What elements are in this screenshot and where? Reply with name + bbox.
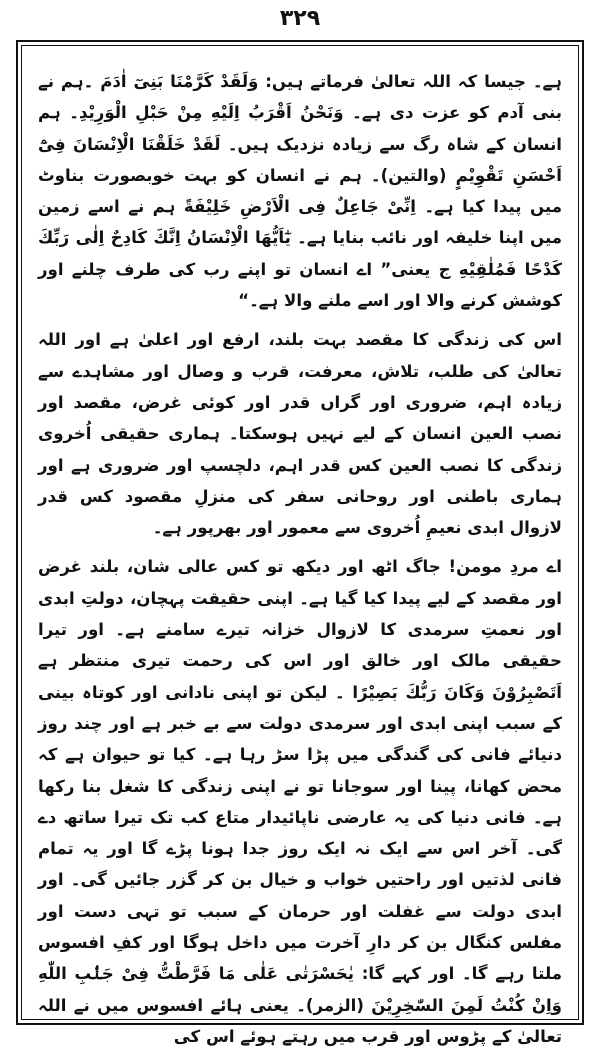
paragraph-2: اس کی زندگی کا مقصد بہت بلند، ارفع اور اعلیٰ ہے اور اللہ تعالیٰ کی طلب، تلاش، معرفت، قرب و وصال اور مشاہدے سے زیادہ اہم، ضروری اور گراں قدر اور کوئی غرض، مقصد اور نصب العین انسان کے لیے نہیں ہوسکتا۔ ہماری حقیقی اُخروی زندگی کا نصب العین کس قدر اہم، دلچسپ اور ضروری ہے اور ہماری باطنی اور روحانی سفر کی منزلِ مقصود کس قدر لازوال ابدی نعیمِ اُخروی سے معمور اور بھرپور ہے۔ <box>38 330 562 538</box>
text-frame <box>16 40 584 1046</box>
paragraph-1: ہے۔ جیسا کہ اللہ تعالیٰ فرماتے ہیں: وَلَقَدْ كَرَّمْنَا بَنِىٓ اٰدَمَ ۔ہم نے بنی آدم کو عزت دی ہے۔ وَنَحْنُ اَقْرَبُ اِلَيْهِ مِنْ حَبْلِ الْوَرِيْدِ۔ ہم انسان کے شاہ رگ سے زیادہ نزدیک ہیں۔ لَقَدْ خَلَقْنَا الْاِنْسَانَ فِىْٓ اَحْسَنِ تَقْوِيْمٍ (والتین)۔ ہم نے انسان کو بہت خوبصورت بناوٹ میں پیدا کیا ہے۔ اِنِّىْ جَاعِلٌ فِى الْاَرْضِ خَلِيْفَةً ہم نے اسے زمین میں اپنا خلیفہ اور نائب بنایا ہے۔ يٰٓاَيُّهَا الْاِنْسَانُ اِنَّكَ كَادِحٌ اِلٰى رَبِّكَ كَدْحًا فَمُلٰقِيْهِ ج یعنی” اے انسان تو اپنے رب کی طرف چلنے اور کوشش کرنے والا اور اسے ملنے والا ہے۔“ <box>38 72 562 311</box>
page-number: ۳۲۹ <box>279 6 321 31</box>
paragraph-3: اے مردِ مومن! جاگ اٹھ اور دیکھ تو کس عالی شان، بلند غرض اور مقصد کے لیے پیدا کیا گیا ہے۔ اپنی حقیقت پہچان، دولتِ ابدی اور نعمتِ سرمدی کا لازوال خزانہ تیرے سامنے ہے۔ اور تیرا حقیقی مالک اور خالق اور اس کی رحمت تیری منتظر ہے اَتَصْبِرُوْنَ وَكَانَ رَبُّكَ بَصِيْرًا ۔ لیکن تو اپنی نادانی اور کوتاہ بینی کے سبب اپنی ابدی اور سرمدی دولت سے بے خبر ہے اور چند روز دنیائے فانی کی گندگی میں پڑا سڑ رہا ہے۔ کیا تو حیوان ہے کہ محض کھانا، پینا اور سوجانا تو نے اپنی زندگی کا شغل بنا رکھا ہے۔ فانی دنیا کی یہ عارضی ناپائیدار متاع کب تک تیرا ساتھ دے گی۔ آخر اس سے ایک نہ ایک روز جدا ہونا پڑے گا اور یہ تمام فانی لذتیں اور راحتیں خواب و خیال بن کر گزر جائیں گی۔ اور ابدی دولت سے غفلت اور حرمان کے سبب تو تہی دست اور مفلس کنگال بن کر دارِ آخرت میں داخل ہوگا اور کفِ افسوس ملتا رہے گا۔ اور کہے گا: يٰحَسْرَتٰى عَلٰى مَا فَرَّطْتُّ فِىْ جَنْۢبِ اللّٰهِ وَاِنْ كُنْتُ لَمِنَ السّٰخِرِيْنَ (الزمر)۔ یعنی ہائے افسوس میں نے اللہ تعالیٰ کے پڑوس اور قرب میں رہتے ہوئے اس کی <box>38 557 562 1046</box>
body-text <box>38 66 562 1052</box>
